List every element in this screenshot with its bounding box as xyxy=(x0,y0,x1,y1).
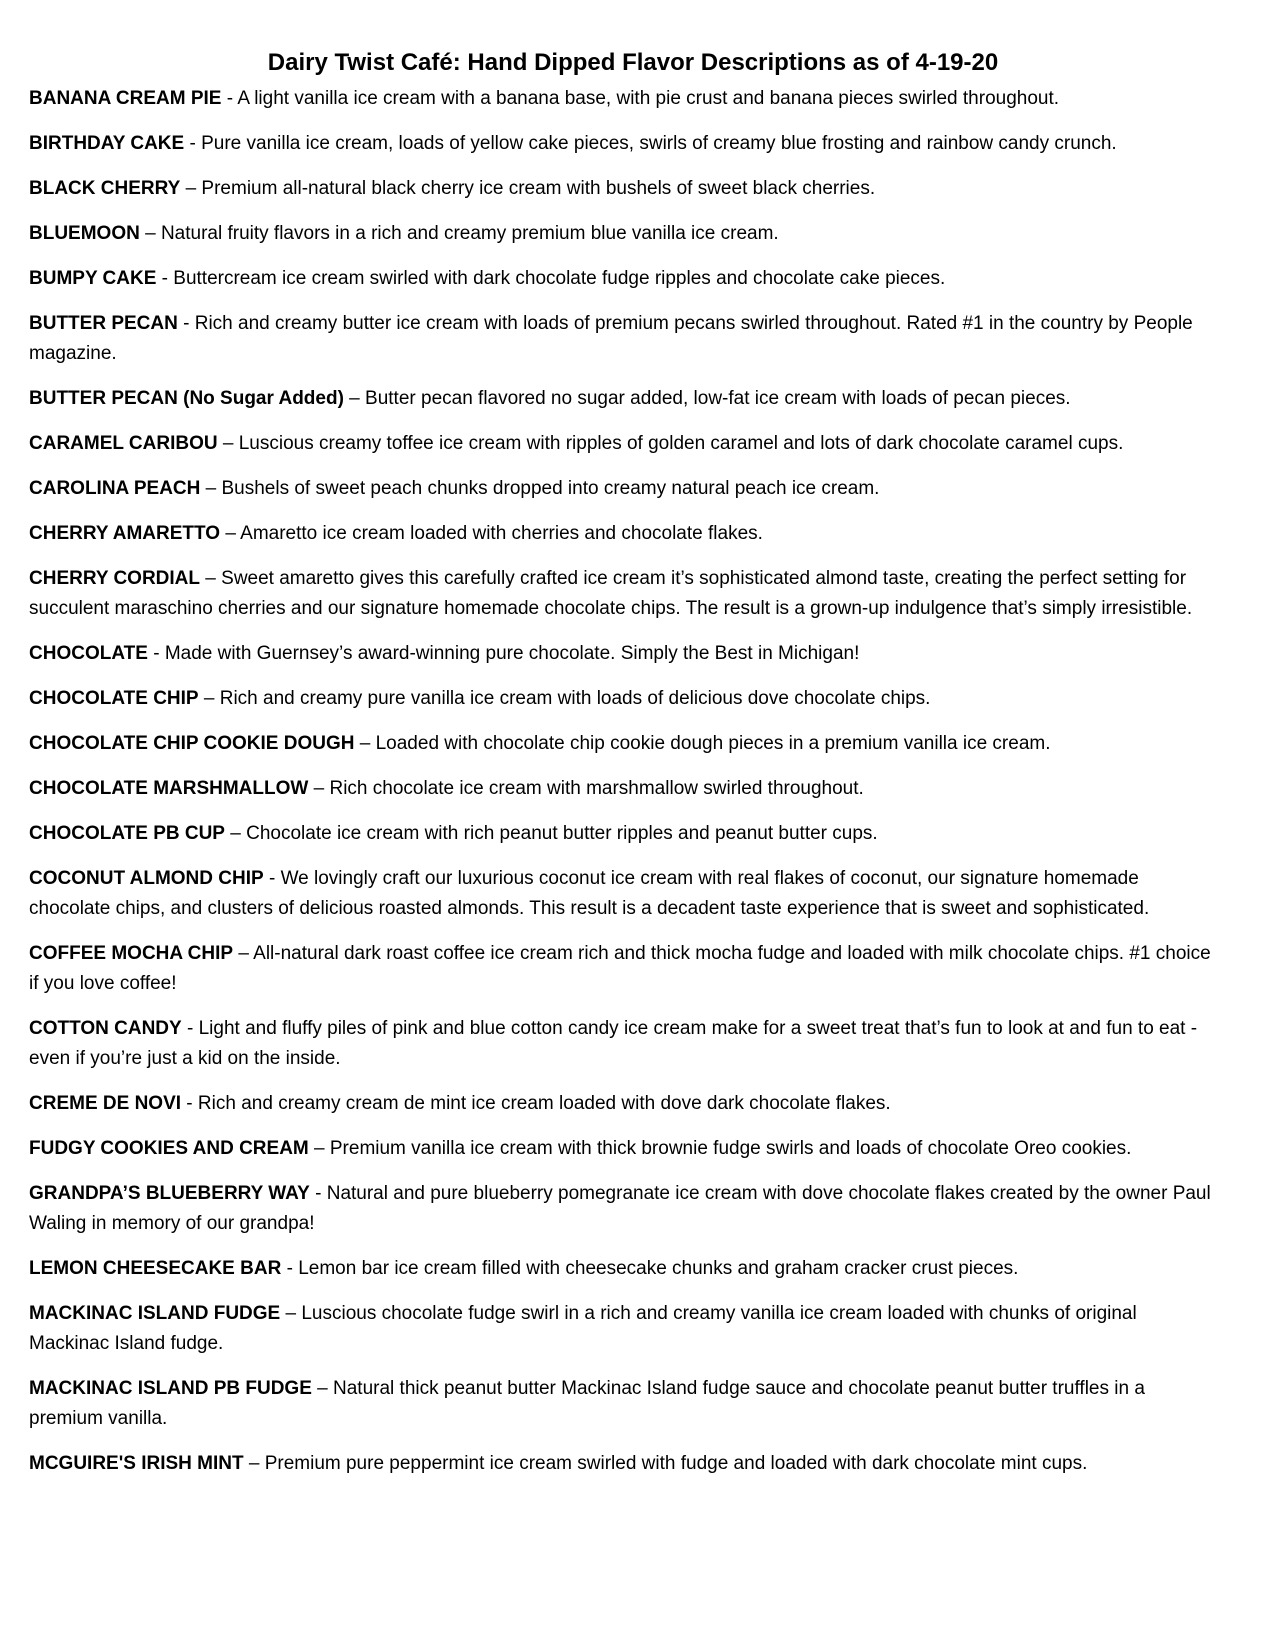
flavor-description: Bushels of sweet peach chunks dropped into creamy natural peach ice cream. xyxy=(221,478,880,499)
flavor-entry xyxy=(29,129,1219,159)
flavor-separator: – xyxy=(243,1453,265,1474)
flavor-separator: - xyxy=(281,1258,299,1279)
flavor-entry xyxy=(29,819,1219,849)
flavor-description: Rich and creamy butter ice cream with loads of premium pecans swirled throughout. Rated #1 in the country by People magazine. xyxy=(29,313,1193,364)
flavor-name: CHOCOLATE CHIP COOKIE DOUGH xyxy=(29,733,355,754)
flavor-name: FUDGY COOKIES AND CREAM xyxy=(29,1138,309,1159)
flavor-name: CHOCOLATE CHIP xyxy=(29,688,199,709)
flavor-entry xyxy=(29,684,1219,714)
flavor-entry xyxy=(29,1449,1219,1479)
flavor-separator: – xyxy=(198,688,220,709)
flavor-name: CHERRY CORDIAL xyxy=(29,568,201,589)
flavor-name: COTTON CANDY xyxy=(29,1018,182,1039)
flavor-entry xyxy=(29,564,1219,624)
flavor-description: A light vanilla ice cream with a banana base, with pie crust and banana pieces swirled throughout. xyxy=(237,88,1060,109)
flavor-separator: – xyxy=(233,943,254,964)
flavor-separator: – xyxy=(308,778,330,799)
flavor-separator: - xyxy=(177,313,195,334)
flavor-name: MACKINAC ISLAND FUDGE xyxy=(29,1303,281,1324)
flavor-description: We lovingly craft our luxurious coconut ice cream with real flakes of coconut, our signature homemade chocolate chips, and clusters of delicious roasted almonds. This result is a decadent taste experience that is sweet and sophisticated. xyxy=(29,868,1150,919)
flavor-separator: – xyxy=(180,178,202,199)
flavor-name: COFFEE MOCHA CHIP xyxy=(29,943,234,964)
flavor-separator: – xyxy=(220,523,241,544)
flavor-name: CHOCOLATE PB CUP xyxy=(29,823,225,844)
flavor-entry xyxy=(29,1179,1219,1239)
flavor-entry xyxy=(29,639,1219,669)
flavor-entry xyxy=(29,219,1219,249)
flavor-separator: – xyxy=(224,823,247,844)
flavor-name: BIRTHDAY CAKE xyxy=(29,133,185,154)
flavor-separator: – xyxy=(200,478,222,499)
flavor-name: CHOCOLATE xyxy=(29,643,148,664)
flavor-name: CHOCOLATE MARSHMALLOW xyxy=(29,778,309,799)
flavor-description: Premium all-natural black cherry ice cream with bushels of sweet black cherries. xyxy=(201,178,876,199)
flavor-description: Natural fruity flavors in a rich and creamy premium blue vanilla ice cream. xyxy=(160,223,779,244)
flavor-description: Loaded with chocolate chip cookie dough pieces in a premium vanilla ice cream. xyxy=(375,733,1051,754)
flavor-separator: – xyxy=(308,1138,330,1159)
flavor-name: CREME DE NOVI xyxy=(29,1093,182,1114)
flavor-name: BUTTER PECAN xyxy=(29,313,178,334)
flavor-description: Light and fluffy piles of pink and blue cotton candy ice cream make for a sweet treat that’s fun to look at and fun to eat - even if you’re just a kid on the inside. xyxy=(29,1018,1198,1069)
flavor-entry xyxy=(29,1254,1219,1284)
flavor-name: COCONUT ALMOND CHIP xyxy=(29,868,264,889)
flavor-description: Rich chocolate ice cream with marshmallow swirled throughout. xyxy=(329,778,864,799)
flavor-name: CAROLINA PEACH xyxy=(29,478,201,499)
flavor-description: Buttercream ice cream swirled with dark chocolate fudge ripples and chocolate cake pieces. xyxy=(173,268,946,289)
flavor-separator: – xyxy=(200,568,222,589)
flavor-separator: - xyxy=(309,1183,327,1204)
page-title: Dairy Twist Café: Hand Dipped Flavor Descriptions as of 4-19-20 xyxy=(267,49,999,76)
flavor-entry xyxy=(29,264,1219,294)
flavor-description: Rich and creamy cream de mint ice cream loaded with dove dark chocolate flakes. xyxy=(197,1093,891,1114)
flavor-separator: - xyxy=(147,643,165,664)
flavor-name: BLACK CHERRY xyxy=(29,178,181,199)
flavor-description: Chocolate ice cream with rich peanut butter ripples and peanut butter cups. xyxy=(246,823,878,844)
flavor-separator: - xyxy=(181,1093,198,1114)
flavor-description: Premium vanilla ice cream with thick brownie fudge swirls and loads of chocolate Oreo cookies. xyxy=(329,1138,1132,1159)
flavor-separator: - xyxy=(156,268,174,289)
flavor-list xyxy=(29,84,1219,1479)
flavor-separator: – xyxy=(343,388,366,409)
flavor-entry xyxy=(29,84,1219,114)
flavor-separator: – xyxy=(217,433,239,454)
flavor-description: Natural and pure blueberry pomegranate ice cream with dove chocolate flakes created by the owner Paul Waling in memory of our grandpa! xyxy=(29,1183,1211,1234)
flavor-entry xyxy=(29,1014,1219,1074)
flavor-name: BUTTER PECAN (No Sugar Added) xyxy=(29,388,344,409)
flavor-entry xyxy=(29,174,1219,204)
flavor-name: BANANA CREAM PIE xyxy=(29,88,222,109)
flavor-separator: – xyxy=(311,1378,334,1399)
flavor-separator: – xyxy=(280,1303,302,1324)
flavor-separator: – xyxy=(139,223,161,244)
flavor-entry xyxy=(29,309,1219,369)
flavor-description: Sweet amaretto gives this carefully crafted ice cream it’s sophisticated almond taste, creating the perfect setting for succulent maraschino cherries and our signature homemade chocolate chips. The result is a grown-up indulgence that’s simply irresistible. xyxy=(29,568,1193,619)
flavor-name: CHERRY AMARETTO xyxy=(29,523,221,544)
flavor-entry xyxy=(29,384,1219,414)
flavor-entry xyxy=(29,519,1219,549)
flavor-description: Lemon bar ice cream filled with cheesecake chunks and graham cracker crust pieces. xyxy=(298,1258,1019,1279)
flavor-separator: - xyxy=(221,88,238,109)
flavor-name: GRANDPA’S BLUEBERRY WAY xyxy=(29,1183,310,1204)
flavor-separator: - xyxy=(263,868,281,889)
flavor-separator: - xyxy=(181,1018,199,1039)
flavor-description: Rich and creamy pure vanilla ice cream with loads of delicious dove chocolate chips. xyxy=(219,688,931,709)
flavor-entry xyxy=(29,1374,1219,1434)
flavor-description: Premium pure peppermint ice cream swirled with fudge and loaded with dark chocolate mint cups. xyxy=(264,1453,1088,1474)
flavor-entry xyxy=(29,1089,1219,1119)
flavor-separator: – xyxy=(354,733,376,754)
flavor-entry xyxy=(29,1299,1219,1359)
flavor-entry xyxy=(29,729,1219,759)
flavor-name: BLUEMOON xyxy=(29,223,140,244)
flavor-entry xyxy=(29,474,1219,504)
flavor-entry xyxy=(29,939,1219,999)
flavor-entry xyxy=(29,774,1219,804)
flavor-entry xyxy=(29,1134,1219,1164)
flavor-description: Made with Guernsey’s award-winning pure chocolate. Simply the Best in Michigan! xyxy=(164,643,860,664)
flavor-description: All-natural dark roast coffee ice cream rich and thick mocha fudge and loaded with milk chocolate chips. #1 choice if you love coffee! xyxy=(29,943,1211,994)
flavor-name: LEMON CHEESECAKE BAR xyxy=(29,1258,282,1279)
flavor-description: Amaretto ice cream loaded with cherries and chocolate flakes. xyxy=(240,523,763,544)
flavor-description: Luscious chocolate fudge swirl in a rich and creamy vanilla ice cream loaded with chunks of original Mackinac Island fudge. xyxy=(29,1303,1137,1354)
flavor-description: Luscious creamy toffee ice cream with ripples of golden caramel and lots of dark chocolate caramel cups. xyxy=(238,433,1124,454)
flavor-description: Natural thick peanut butter Mackinac Island fudge sauce and chocolate peanut butter truffles in a premium vanilla. xyxy=(29,1378,1145,1429)
flavor-description: Pure vanilla ice cream, loads of yellow cake pieces, swirls of creamy blue frosting and rainbow candy crunch. xyxy=(201,133,1117,154)
flavor-description: Butter pecan flavored no sugar added, low-fat ice cream with loads of pecan pieces. xyxy=(365,388,1071,409)
flavor-entry xyxy=(29,864,1219,924)
flavor-entry xyxy=(29,429,1219,459)
flavor-name: BUMPY CAKE xyxy=(29,268,157,289)
flavor-name: MCGUIRE'S IRISH MINT xyxy=(29,1453,244,1474)
flavor-separator: - xyxy=(184,133,202,154)
flavor-name: CARAMEL CARIBOU xyxy=(29,433,218,454)
flavor-name: MACKINAC ISLAND PB FUDGE xyxy=(29,1378,312,1399)
